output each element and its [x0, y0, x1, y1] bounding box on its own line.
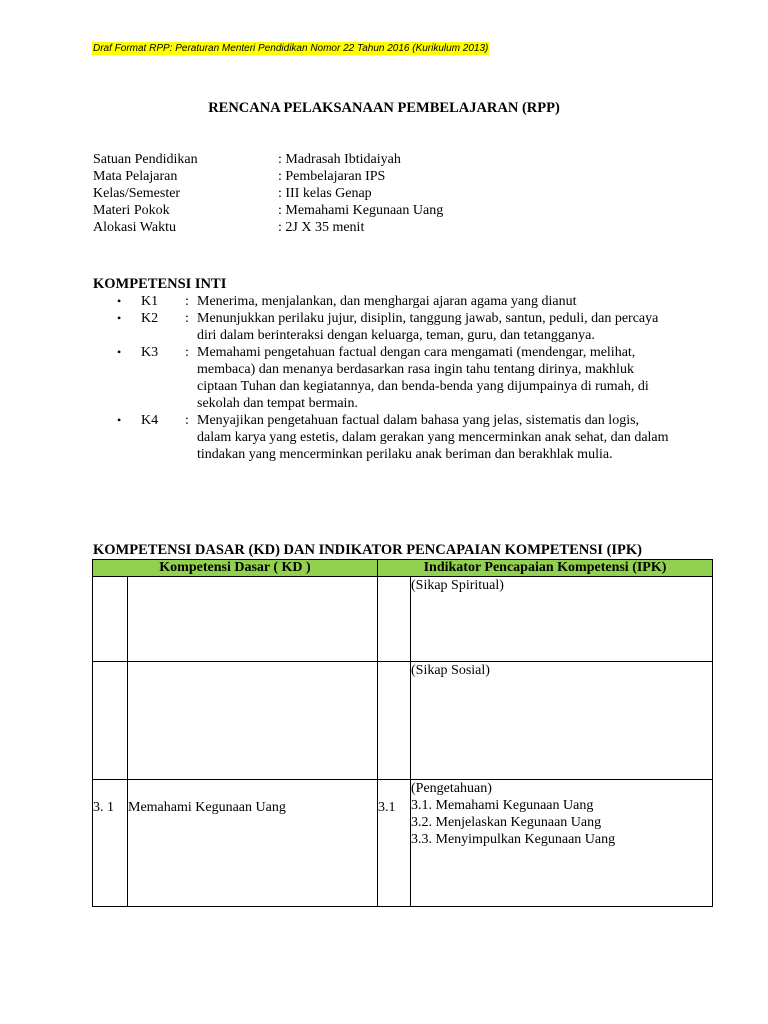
ki-text: Menunjukkan perilaku jujur, disiplin, tanggung jawab, santun, peduli, dan percaya diri dalam berinteraksi dengan keluarga, teman, guru, dan tetangganya.: [197, 311, 659, 343]
identity-value: : III kelas Genap: [278, 186, 372, 201]
identity-value: : Memahami Kegunaan Uang: [278, 203, 444, 218]
table-header-row: [93, 560, 713, 577]
identity-label: Mata Pelajaran: [93, 169, 178, 184]
ki-text: Menerima, menjalankan, dan menghargai ajaran agama yang dianut: [197, 294, 577, 309]
ipk-line: (Sikap Sosial): [411, 663, 490, 678]
ki-code: K1: [141, 294, 159, 309]
kd-text-cell: Memahami Kegunaan Uang: [128, 780, 378, 907]
ipk-line: 3.3. Menyimpulkan Kegunaan Uang: [411, 832, 616, 847]
bullet-icon: •: [117, 311, 122, 325]
ipk-line: 3.1. Memahami Kegunaan Uang: [411, 798, 594, 813]
ki-item: [93, 412, 693, 463]
bullet-icon: •: [117, 413, 122, 427]
kompetensi-inti-heading: KOMPETENSI INTI: [93, 276, 227, 292]
kd-number-cell: 3. 1: [93, 780, 128, 907]
ki-code: K3: [141, 345, 159, 360]
identity-value: : 2J X 35 menit: [278, 220, 365, 235]
kd-text-cell: [128, 577, 378, 662]
ki-code: K2: [141, 311, 159, 326]
ki-colon: :: [185, 294, 189, 309]
identity-label: Materi Pokok: [93, 203, 170, 218]
kd-column-header: Kompetensi Dasar ( KD ): [93, 560, 378, 577]
kd-number-cell: [93, 577, 128, 662]
ki-item: [93, 293, 693, 310]
identity-label: Kelas/Semester: [93, 186, 181, 201]
ipk-text-cell: [411, 662, 713, 780]
kompetensi-inti-list: [93, 293, 693, 463]
identity-value: : Madrasah Ibtidaiyah: [278, 152, 401, 167]
kd-text-cell: [128, 662, 378, 780]
bullet-icon: •: [117, 345, 122, 359]
ipk-line: 3.2. Menjelaskan Kegunaan Uang: [411, 815, 602, 830]
table-row: [93, 577, 713, 662]
kd-section-heading: KOMPETENSI DASAR (KD) DAN INDIKATOR PENCAPAIAN KOMPETENSI (IPK): [93, 542, 643, 558]
ipk-number-cell: 3.1: [378, 780, 411, 907]
kd-number-cell: [93, 662, 128, 780]
ki-colon: :: [185, 311, 189, 326]
ipk-number-cell: [378, 662, 411, 780]
identity-label: Satuan Pendidikan: [93, 152, 198, 167]
identity-value: : Pembelajaran IPS: [278, 169, 386, 184]
ipk-number-cell: [378, 577, 411, 662]
draft-format-note: Draf Format RPP: Peraturan Menteri Pendidikan Nomor 22 Tahun 2016 (Kurikulum 2013): [93, 43, 489, 54]
ki-code: K4: [141, 413, 159, 428]
ki-text: Memahami pengetahuan factual dengan cara mengamati (mendengar, melihat, membaca) dan menanya berdasarkan rasa ingin tahu tentang dirinya, makhluk ciptaan Tuhan dan kegiatannya, dan benda-benda yang dijumpainya di rumah, di sekolah dan tempat bermain.: [197, 345, 649, 411]
table-row: [93, 780, 713, 907]
kd-ipk-table: [92, 559, 713, 907]
bullet-icon: •: [117, 294, 122, 308]
ki-item: [93, 344, 693, 412]
ki-item: [93, 310, 693, 344]
ki-colon: :: [185, 413, 189, 428]
ipk-text-cell: [411, 780, 713, 907]
identity-label: Alokasi Waktu: [93, 220, 176, 235]
ipk-line: (Sikap Spiritual): [411, 578, 504, 593]
table-row: [93, 662, 713, 780]
ki-text: Menyajikan pengetahuan factual dalam bahasa yang jelas, sistematis dan logis, dalam karya yang estetis, dalam gerakan yang mencerminkan anak sehat, dan dalam tindakan yang mencerminkan perilaku anak beriman dan berakhlak mulia.: [197, 413, 669, 462]
document-title: RENCANA PELAKSANAAN PEMBELAJARAN (RPP): [208, 100, 560, 116]
ki-colon: :: [185, 345, 189, 360]
ipk-column-header: Indikator Pencapaian Kompetensi (IPK): [378, 560, 713, 577]
ipk-line: (Pengetahuan): [411, 781, 492, 796]
ipk-text-cell: [411, 577, 713, 662]
